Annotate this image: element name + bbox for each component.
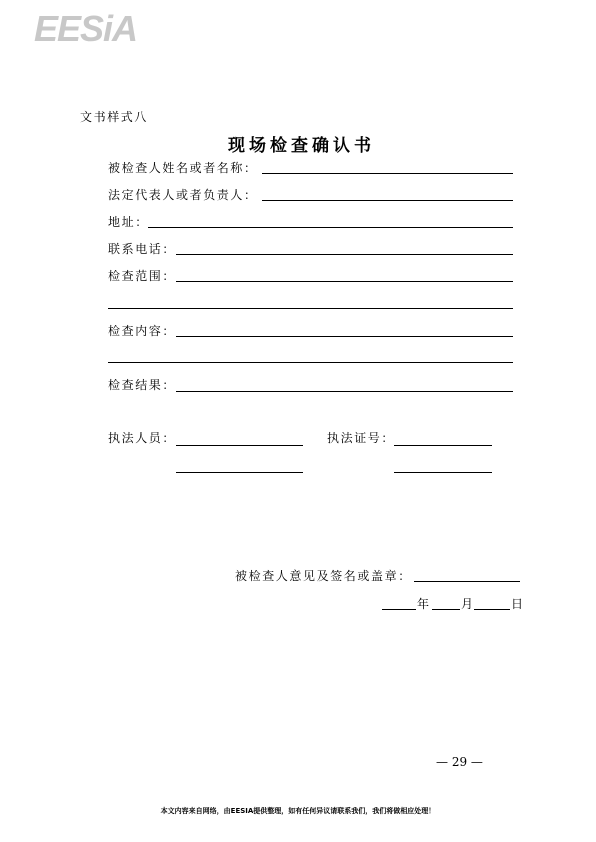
inspection-content-label: 检查内容： xyxy=(108,324,177,338)
page-number: — 29 — xyxy=(436,755,483,769)
certificate-number-label: 执法证号： xyxy=(327,431,396,445)
inspection-result-line xyxy=(176,391,513,392)
inspection-content-line xyxy=(176,336,513,337)
inspected-party-name-line xyxy=(262,173,513,174)
inspection-scope-extra-line xyxy=(108,308,513,309)
inspected-party-name-label: 被检查人姓名或者名称： xyxy=(108,161,258,175)
inspection-result-label: 检查结果： xyxy=(108,378,177,392)
year-line xyxy=(382,609,416,610)
certificate-number-line-1 xyxy=(394,445,492,446)
inspection-content-extra-line xyxy=(108,362,513,363)
legal-representative-label: 法定代表人或者负责人： xyxy=(108,188,258,202)
inspected-party-opinion-label: 被检查人意见及签名或盖章： xyxy=(235,569,412,583)
address-line xyxy=(148,227,513,228)
inspection-scope-label: 检查范围： xyxy=(108,269,177,283)
month-line xyxy=(432,609,460,610)
law-enforcement-officer-label: 执法人员： xyxy=(108,431,177,445)
day-line xyxy=(474,609,510,610)
document-style-label: 文书样式八 xyxy=(80,110,149,124)
footer-notice: 本文内容来自网络，由EESIA提供整理，如有任何异议请联系我们，我们将做相应处理！ xyxy=(160,807,436,815)
certificate-number-line-2 xyxy=(394,472,492,473)
day-label: 日 xyxy=(511,597,525,611)
inspection-scope-line xyxy=(176,281,513,282)
legal-representative-line xyxy=(262,200,513,201)
signature-line xyxy=(414,581,520,582)
eesia-logo: EESiA xyxy=(34,8,138,49)
phone-line xyxy=(176,254,513,255)
phone-label: 联系电话： xyxy=(108,242,177,256)
month-label: 月 xyxy=(461,597,475,611)
officer-line-1 xyxy=(176,445,303,446)
year-label: 年 xyxy=(417,597,431,611)
address-label: 地址： xyxy=(108,215,149,229)
document-title: 现场检查确认书 xyxy=(228,136,375,156)
officer-line-2 xyxy=(176,472,303,473)
